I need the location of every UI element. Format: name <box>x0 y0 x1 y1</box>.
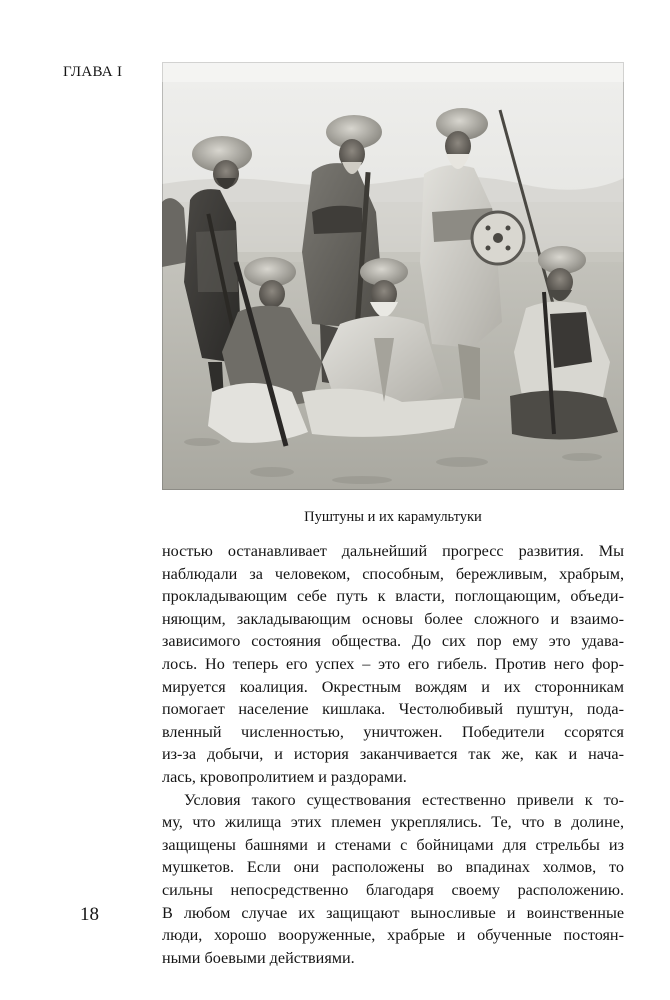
paragraph-2 <box>162 789 624 970</box>
text-line: зависимого состояния общества. До сих пор ему это удава- <box>162 632 624 651</box>
text-line: Условия такого существования естественно привели к то- <box>184 790 624 809</box>
text-line: защищены башнями и стенами с бойницами для стрельбы из <box>162 835 624 854</box>
page-number: 18 <box>80 904 99 925</box>
text-line: няющим, закладывающим основы более сложного и взаимо- <box>162 609 624 628</box>
text-line: лось. Но теперь его успех – это его гибель. Против него фор- <box>162 654 624 673</box>
text-line: ностью останавливает дальнейший прогресс развития. Мы <box>162 542 624 560</box>
text-line: мируется коалиция. Окрестным вождям и их сторонникам <box>162 677 624 696</box>
photograph-pashtuns <box>162 62 624 490</box>
text-line: люди, хорошо вооруженные, храбрые и обученные постоян- <box>162 926 624 945</box>
text-line: сильны непосредственно благодаря своему расположению. <box>162 880 624 899</box>
text-line: помогает население кишлака. Честолюбивый пуштун, пода- <box>162 700 624 719</box>
figure-caption: Пуштуны и их карамультуки <box>304 509 482 525</box>
text-line: вленный численностью, уничтожен. Победители ссорятся <box>162 722 624 741</box>
running-header-chapter: ГЛАВА I <box>63 64 123 80</box>
text-line: лась, кровопролитием и раздорами. <box>162 767 407 786</box>
text-line: наблюдали за человеком, способным, бережливым, храбрым, <box>162 564 624 583</box>
text-line: В любом случае их защищают выносливые и воинственные <box>162 903 624 922</box>
body-text <box>162 540 624 969</box>
text-line: му, что жилища этих племен укреплялись. Те, что в долине, <box>162 813 624 832</box>
text-line: ными боевыми действиями. <box>162 948 355 967</box>
paragraph-1 <box>162 540 624 789</box>
text-line: мушкетов. Если они расположены во впадинах холмов, то <box>162 858 624 877</box>
text-line: прокладывающим себе путь к власти, поглощающим, объеди- <box>162 587 624 606</box>
text-line: из-за добычи, и история заканчивается так же, как и нача- <box>162 745 624 764</box>
